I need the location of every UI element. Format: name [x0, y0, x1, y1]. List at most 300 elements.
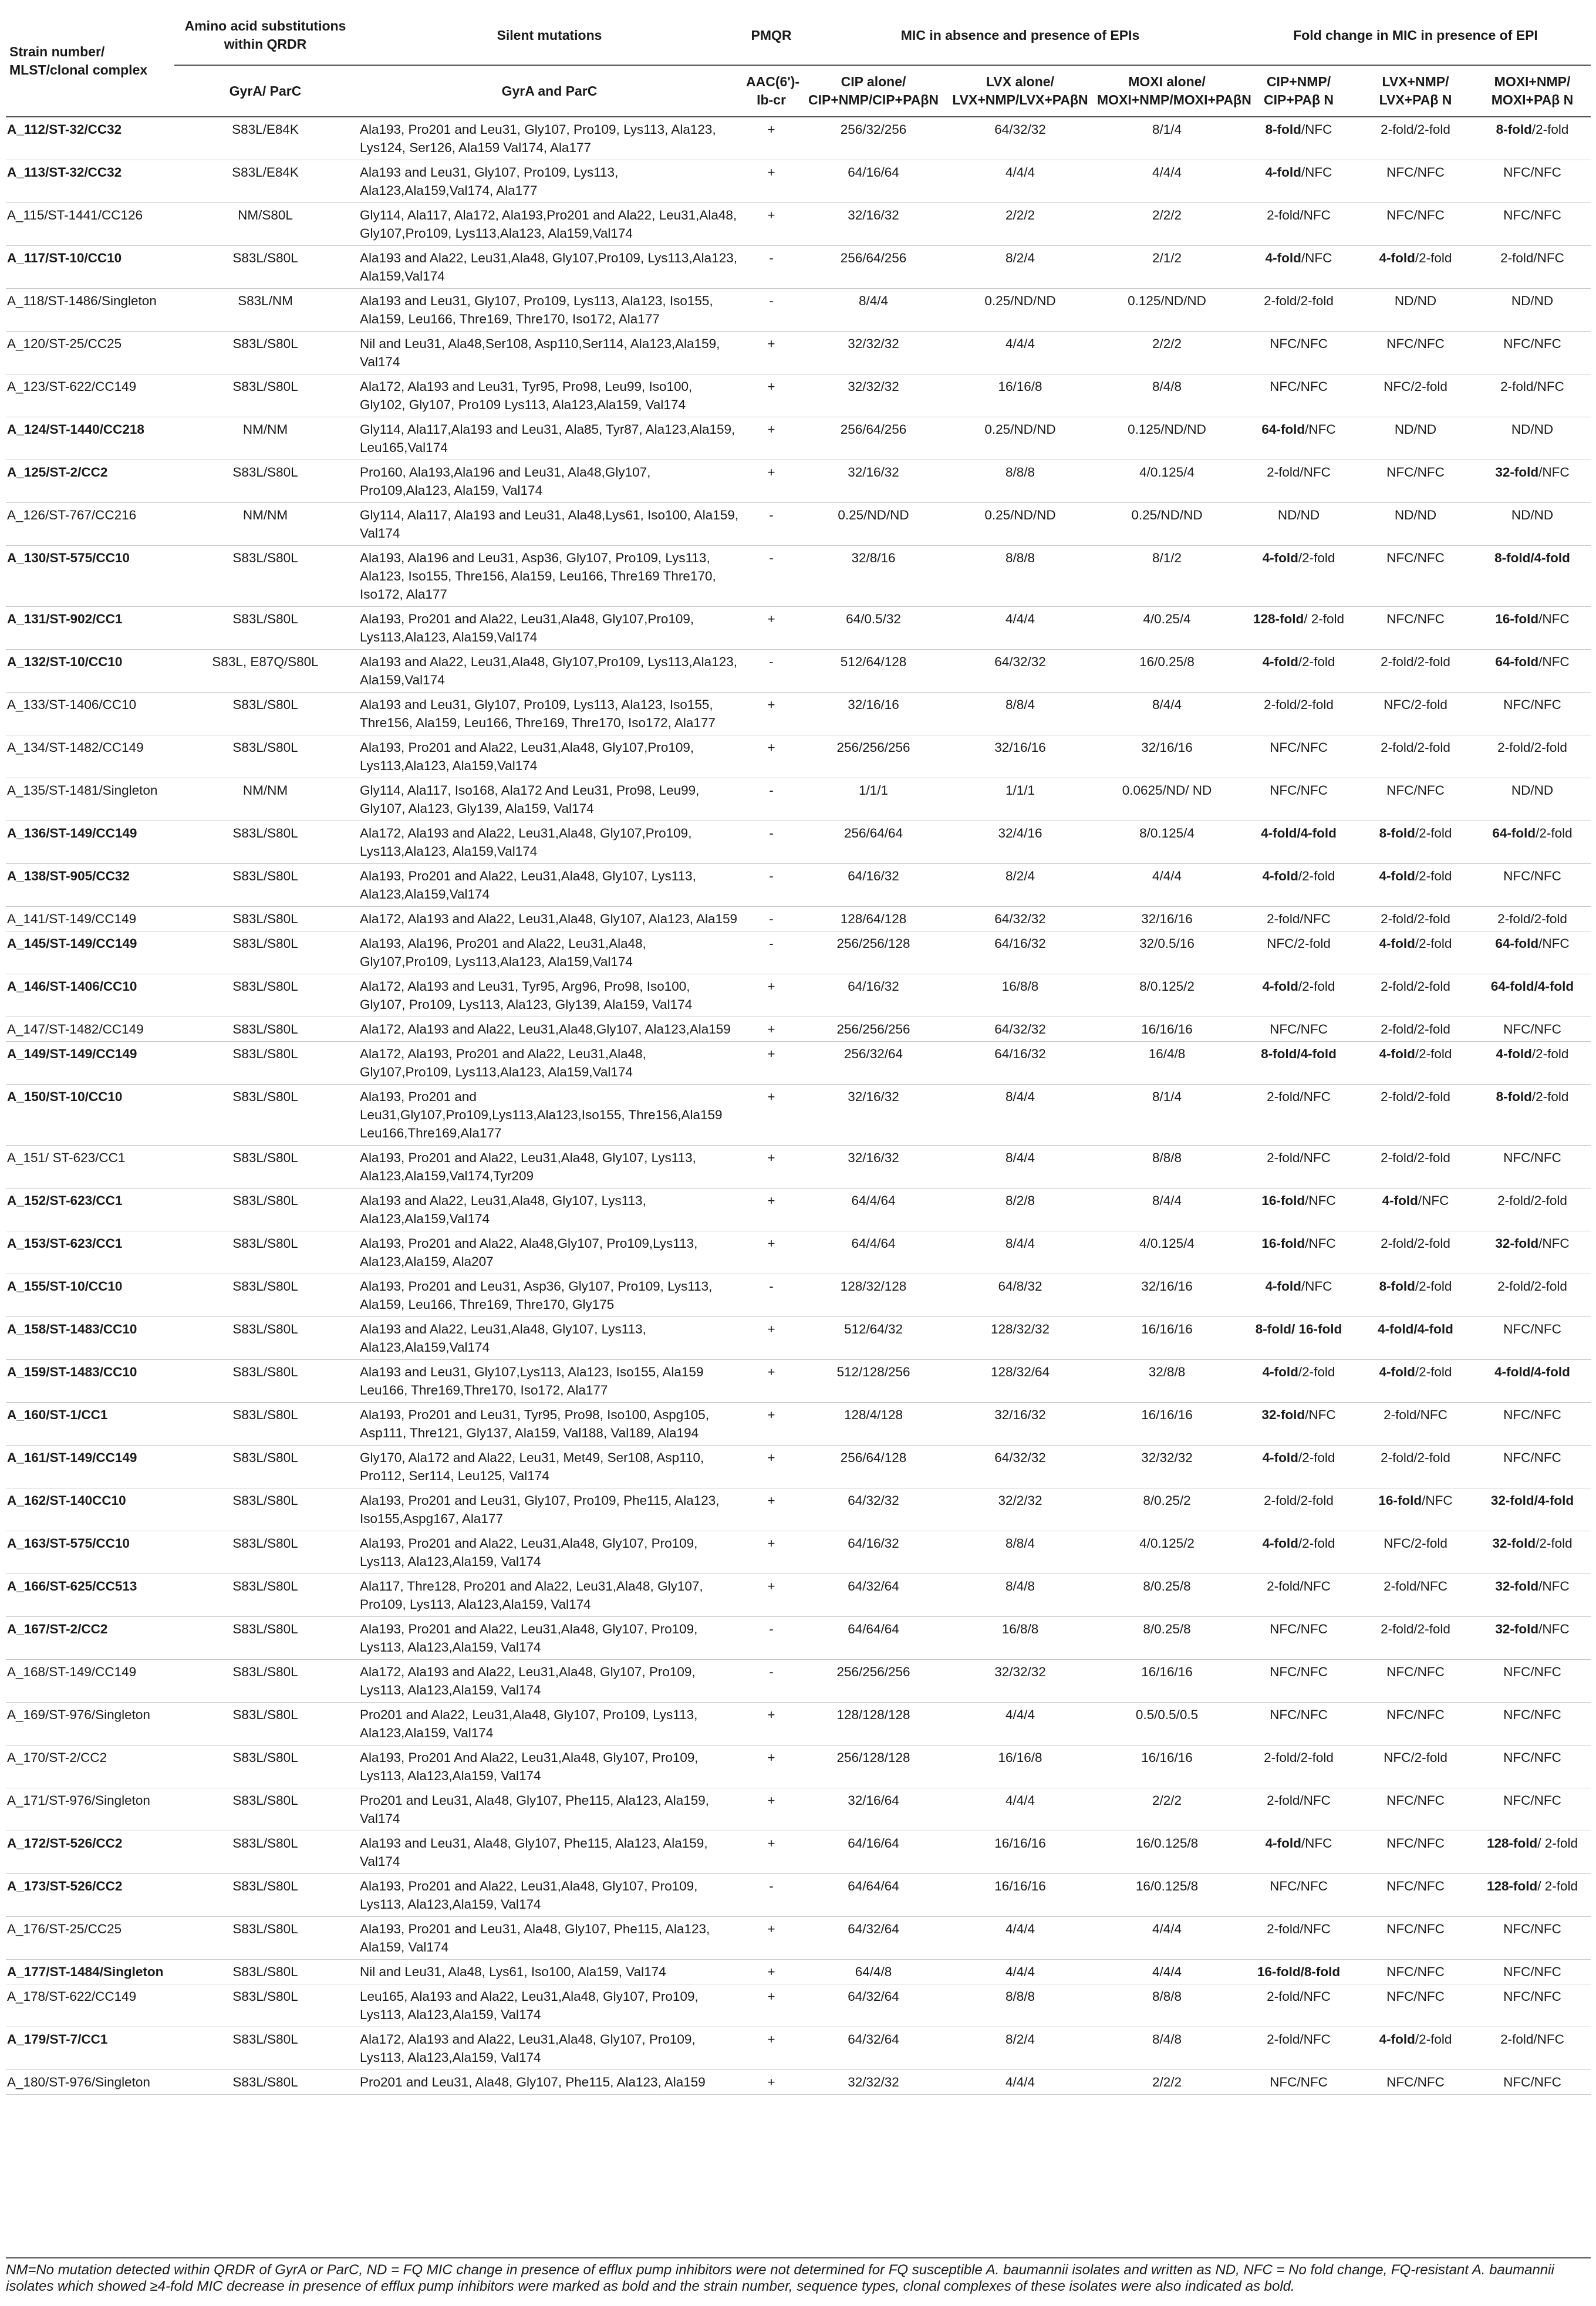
mic-moxi-cell: 2/2/2 — [1094, 2070, 1240, 2095]
silent-mutations-cell: Ala193, Pro201 and Ala22, Leu31,Ala48, Gly107, Pro109, Lys113, Ala123,Ala159, Val174 — [356, 1617, 743, 1660]
fold-moxi-cell — [1474, 289, 1591, 332]
mic-cip-cell: 64/32/64 — [800, 1574, 947, 1617]
fold-lvx-cell — [1357, 607, 1474, 650]
fold-lvx-cell — [1357, 546, 1474, 607]
header-fold-moxi: MOXI+NMP/ MOXI+PAβ N — [1474, 65, 1591, 117]
mic-cip-cell: 32/8/16 — [800, 546, 947, 607]
pmqr-cell: + — [743, 117, 800, 160]
fold-moxi-cell — [1474, 332, 1591, 374]
silent-mutations-cell: Ala193, Pro201 and Ala22, Leu31,Ala48, Gly107, Lys113, Ala123,Ala159,Val174 — [356, 864, 743, 907]
mic-moxi-cell: 2/2/2 — [1094, 332, 1240, 374]
fold-cip-cell — [1240, 864, 1357, 907]
silent-mutations-cell: Ala172, Ala193 and Ala22, Leu31,Ala48,Gly107, Ala123,Ala159 — [356, 1017, 743, 1042]
header-qrdr-group: Amino acid substitutions within QRDR — [174, 6, 356, 65]
mic-moxi-cell: 16/0.125/8 — [1094, 1874, 1240, 1917]
fold-cip-cell — [1240, 1917, 1357, 1960]
fold-cip-cell — [1240, 1745, 1357, 1788]
mic-cip-cell: 1/1/1 — [800, 778, 947, 821]
fold-bold-part: 4-fold — [1379, 2032, 1415, 2047]
mic-cip-cell: 32/16/64 — [800, 1788, 947, 1831]
fold-moxi-cell — [1474, 864, 1591, 907]
fold-regular-part: NFC/NFC — [1386, 1964, 1445, 1979]
pmqr-cell: + — [743, 1403, 800, 1446]
qrdr-cell: S83L/S80L — [174, 246, 356, 289]
strain-cell: A_124/ST-1440/CC218 — [6, 417, 174, 460]
fold-bold-part: 8-fold — [1496, 1089, 1532, 1104]
fold-regular-part: /2-fold — [1531, 1046, 1569, 1061]
silent-mutations-cell: Gly114, Ala117, Ala172, Ala193,Pro201 and Ala22, Leu31,Ala48, Gly107,Pro109, Lys113,Ala123, Ala159,Val174 — [356, 203, 743, 246]
fold-bold-part: 16-fold — [1495, 612, 1539, 626]
fold-lvx-cell — [1357, 1085, 1474, 1146]
silent-mutations-cell: Ala193, Pro201 and Ala22, Leu31,Ala48, Gly107, Pro109, Lys113, Ala123,Ala159, Val174 — [356, 1874, 743, 1917]
fold-regular-part: 2-fold/2-fold — [1497, 1279, 1567, 1294]
table-row — [6, 735, 1591, 778]
mic-cip-cell: 256/256/256 — [800, 735, 947, 778]
fold-regular-part: /2-fold — [1298, 551, 1335, 565]
mic-lvx-cell: 32/4/16 — [947, 821, 1094, 864]
fold-regular-part: ND/ND — [1511, 293, 1554, 308]
fold-cip-cell — [1240, 821, 1357, 864]
fold-regular-part: NFC/NFC — [1386, 336, 1445, 351]
header-fold-group: Fold change in MIC in presence of EPI — [1240, 6, 1591, 65]
fold-regular-part: /NFC — [1301, 165, 1332, 180]
mic-lvx-cell: 64/16/32 — [947, 931, 1094, 974]
fold-regular-part: /2-fold — [1531, 122, 1569, 137]
mic-moxi-cell: 2/1/2 — [1094, 246, 1240, 289]
qrdr-cell: S83L/S80L — [174, 1446, 356, 1488]
strain-cell: A_115/ST-1441/CC126 — [6, 203, 174, 246]
pmqr-cell: - — [743, 864, 800, 907]
mic-lvx-cell: 4/4/4 — [947, 1703, 1094, 1745]
strain-cell: A_179/ST-7/CC1 — [6, 2027, 174, 2070]
strain-cell: A_117/ST-10/CC10 — [6, 246, 174, 289]
mic-cip-cell: 256/32/256 — [800, 117, 947, 160]
fold-bold-part: 4-fold — [1265, 1279, 1301, 1294]
fold-lvx-cell — [1357, 1617, 1474, 1660]
silent-mutations-cell: Leu165, Ala193 and Ala22, Leu31,Ala48, Gly107, Pro109, Lys113, Ala123,Ala159, Val174 — [356, 1984, 743, 2027]
table-row — [6, 1189, 1591, 1231]
fold-regular-part: 2-fold/2-fold — [1381, 1022, 1450, 1036]
mic-moxi-cell: 2/2/2 — [1094, 1788, 1240, 1831]
table-row — [6, 203, 1591, 246]
fold-lvx-cell — [1357, 1403, 1474, 1446]
mic-moxi-cell: 8/4/8 — [1094, 374, 1240, 417]
pmqr-cell: - — [743, 246, 800, 289]
silent-mutations-cell: Ala193, Pro201 and Ala22, Leu31,Ala48, Gly107, Pro109, Lys113, Ala123,Ala159, Val174 — [356, 1531, 743, 1574]
qrdr-cell: S83L/S80L — [174, 821, 356, 864]
fold-lvx-cell — [1357, 931, 1474, 974]
strain-cell: A_131/ST-902/CC1 — [6, 607, 174, 650]
fold-regular-part: NFC/NFC — [1386, 1793, 1445, 1808]
mic-lvx-cell: 8/8/8 — [947, 460, 1094, 503]
fold-bold-part: 8-fold — [1265, 122, 1301, 137]
fold-regular-part: NFC/NFC — [1386, 1707, 1445, 1722]
fold-lvx-cell — [1357, 203, 1474, 246]
mic-lvx-cell: 8/4/4 — [947, 1146, 1094, 1189]
pmqr-cell: - — [743, 1660, 800, 1703]
mic-cip-cell: 256/256/256 — [800, 1660, 947, 1703]
qrdr-cell: S83L/S80L — [174, 1617, 356, 1660]
fold-bold-part: 4-fold — [1496, 1046, 1532, 1061]
fold-regular-part: 2-fold/NFC — [1267, 2032, 1331, 2047]
fold-bold-part: 4-fold/4-fold — [1378, 1322, 1453, 1336]
pmqr-cell: + — [743, 1231, 800, 1274]
fold-lvx-cell — [1357, 1574, 1474, 1617]
mic-moxi-cell: 8/1/2 — [1094, 546, 1240, 607]
fold-regular-part: NFC/NFC — [1270, 783, 1328, 798]
qrdr-cell: S83L/S80L — [174, 693, 356, 735]
fold-regular-part: /2-fold — [1298, 654, 1335, 669]
table-row — [6, 1017, 1591, 1042]
fold-regular-part: NFC/2-fold — [1384, 1536, 1447, 1551]
fold-regular-part: /2-fold — [1531, 1089, 1569, 1104]
fold-cip-cell — [1240, 374, 1357, 417]
mic-moxi-cell: 2/2/2 — [1094, 203, 1240, 246]
qrdr-cell: S83L/S80L — [174, 1831, 356, 1874]
mic-lvx-cell: 128/32/64 — [947, 1360, 1094, 1403]
mic-cip-cell: 64/16/64 — [800, 160, 947, 203]
pmqr-cell: + — [743, 2070, 800, 2095]
fold-cip-cell — [1240, 1788, 1357, 1831]
header-silent-group: Silent mutations — [356, 6, 743, 65]
fold-moxi-cell — [1474, 821, 1591, 864]
table-row — [6, 1360, 1591, 1403]
table-row — [6, 1146, 1591, 1189]
fold-lvx-cell — [1357, 1917, 1474, 1960]
mic-cip-cell: 64/16/32 — [800, 1531, 947, 1574]
table-row — [6, 332, 1591, 374]
fold-regular-part: / 2-fold — [1537, 1879, 1578, 1893]
fold-regular-part: NFC/NFC — [1503, 1450, 1561, 1465]
header-mic-lvx: LVX alone/ LVX+NMP/LVX+PAβN — [947, 65, 1094, 117]
silent-mutations-cell: Ala193, Pro201 and Ala22, Leu31,Ala48, Gly107,Pro109, Lys113,Ala123, Ala159,Val174 — [356, 735, 743, 778]
fold-regular-part: NFC/NFC — [1270, 1022, 1328, 1036]
fold-regular-part: NFC/NFC — [1386, 208, 1445, 222]
pmqr-cell: - — [743, 907, 800, 931]
strain-cell: A_125/ST-2/CC2 — [6, 460, 174, 503]
mic-moxi-cell: 32/16/16 — [1094, 1274, 1240, 1317]
fold-cip-cell — [1240, 2027, 1357, 2070]
qrdr-cell: NM/S80L — [174, 203, 356, 246]
table-row — [6, 417, 1591, 460]
table-row — [6, 1274, 1591, 1317]
mic-lvx-cell: 0.25/ND/ND — [947, 289, 1094, 332]
fold-regular-part: /2-fold — [1298, 1365, 1335, 1379]
mic-moxi-cell: 4/0.125/4 — [1094, 1231, 1240, 1274]
pmqr-cell: - — [743, 503, 800, 546]
mic-cip-cell: 512/64/128 — [800, 650, 947, 693]
fold-moxi-cell — [1474, 650, 1591, 693]
table-row — [6, 1960, 1591, 1984]
fold-bold-part: 8-fold/4-fold — [1494, 551, 1570, 565]
fold-regular-part: NFC/NFC — [1503, 1150, 1561, 1165]
qrdr-cell: S83L/S80L — [174, 1788, 356, 1831]
fold-regular-part: 2-fold/2-fold — [1497, 1193, 1567, 1208]
fold-regular-part: 2-fold/NFC — [1267, 1150, 1331, 1165]
fold-lvx-cell — [1357, 693, 1474, 735]
mic-lvx-cell: 4/4/4 — [947, 1917, 1094, 1960]
fold-regular-part: NFC/NFC — [1503, 2075, 1561, 2089]
fold-bold-part: 64-fold — [1495, 936, 1539, 951]
fold-regular-part: NFC/NFC — [1386, 465, 1445, 480]
strain-cell: A_158/ST-1483/CC10 — [6, 1317, 174, 1360]
mic-moxi-cell: 4/4/4 — [1094, 160, 1240, 203]
mic-lvx-cell: 16/16/8 — [947, 374, 1094, 417]
qrdr-cell: S83L/S80L — [174, 1488, 356, 1531]
fold-regular-part: ND/ND — [1277, 508, 1320, 522]
strain-cell: A_180/ST-976/Singleton — [6, 2070, 174, 2095]
mic-cip-cell: 64/32/64 — [800, 1917, 947, 1960]
table-row — [6, 117, 1591, 160]
table-row — [6, 1085, 1591, 1146]
fold-regular-part: NFC/NFC — [1503, 869, 1561, 883]
header-mic-moxi: MOXI alone/ MOXI+NMP/MOXI+PAβN — [1094, 65, 1240, 117]
mic-lvx-cell: 64/32/32 — [947, 1017, 1094, 1042]
mic-moxi-cell: 16/0.125/8 — [1094, 1831, 1240, 1874]
fold-regular-part: /NFC — [1538, 612, 1570, 626]
mic-lvx-cell: 1/1/1 — [947, 778, 1094, 821]
mic-moxi-cell: 16/16/16 — [1094, 1403, 1240, 1446]
table-row — [6, 1831, 1591, 1874]
qrdr-cell: S83L/E84K — [174, 117, 356, 160]
mic-lvx-cell: 64/32/32 — [947, 1446, 1094, 1488]
fold-moxi-cell — [1474, 2070, 1591, 2095]
table-row — [6, 778, 1591, 821]
fold-lvx-cell — [1357, 503, 1474, 546]
fold-bold-part: 64-fold — [1495, 654, 1539, 669]
fold-regular-part: NFC/NFC — [1270, 1622, 1328, 1636]
fold-lvx-cell — [1357, 332, 1474, 374]
strain-cell: A_126/ST-767/CC216 — [6, 503, 174, 546]
silent-mutations-cell: Ala172, Ala193 and Leu31, Tyr95, Pro98, Leu99, Iso100, Gly102, Gly107, Pro109 Lys113, Ala123,Ala159, Val174 — [356, 374, 743, 417]
fold-lvx-cell — [1357, 1360, 1474, 1403]
fold-cip-cell — [1240, 1984, 1357, 2027]
silent-mutations-cell: Ala193 and Ala22, Leu31,Ala48, Gly107, Lys113, Ala123,Ala159,Val174 — [356, 1189, 743, 1231]
fold-moxi-cell — [1474, 907, 1591, 931]
mic-lvx-cell: 8/2/4 — [947, 2027, 1094, 2070]
fold-regular-part: NFC/NFC — [1386, 612, 1445, 626]
fold-regular-part: 2-fold/NFC — [1267, 1922, 1331, 1936]
mic-lvx-cell: 4/4/4 — [947, 607, 1094, 650]
fold-regular-part: NFC/NFC — [1503, 1322, 1561, 1336]
qrdr-cell: S83L/S80L — [174, 1917, 356, 1960]
fold-lvx-cell — [1357, 2070, 1474, 2095]
silent-mutations-cell: Gly114, Ala117,Ala193 and Leu31, Ala85, Tyr87, Ala123,Ala159, Leu165,Val174 — [356, 417, 743, 460]
fold-regular-part: /NFC — [1301, 122, 1332, 137]
silent-mutations-cell: Ala193, Pro201 and Leu31, Gly107, Pro109, Phe115, Ala123, Iso155,Aspg167, Ala177 — [356, 1488, 743, 1531]
mic-lvx-cell: 8/2/4 — [947, 864, 1094, 907]
fold-bold-part: 4-fold — [1262, 1450, 1298, 1465]
mic-moxi-cell: 32/32/32 — [1094, 1446, 1240, 1488]
pmqr-cell: + — [743, 203, 800, 246]
strain-cell: A_118/ST-1486/Singleton — [6, 289, 174, 332]
strain-cell: A_113/ST-32/CC32 — [6, 160, 174, 203]
mic-cip-cell: 64/4/64 — [800, 1189, 947, 1231]
mic-cip-cell: 64/32/64 — [800, 2027, 947, 2070]
mic-cip-cell: 32/32/32 — [800, 2070, 947, 2095]
table-row — [6, 503, 1591, 546]
strain-cell: A_141/ST-149/CC149 — [6, 907, 174, 931]
silent-mutations-cell: Ala193, Pro201 and Leu31,Gly107,Pro109,Lys113,Ala123,Iso155, Thre156,Ala159 Leu166,Thre169,Ala177 — [356, 1085, 743, 1146]
table-row — [6, 931, 1591, 974]
table-row — [6, 246, 1591, 289]
mic-moxi-cell: 16/16/16 — [1094, 1017, 1240, 1042]
mic-cip-cell: 64/32/64 — [800, 1984, 947, 2027]
table-row — [6, 693, 1591, 735]
fold-regular-part: NFC/NFC — [1270, 379, 1328, 394]
fold-moxi-cell — [1474, 1317, 1591, 1360]
mic-moxi-cell: 8/4/4 — [1094, 693, 1240, 735]
fold-cip-cell — [1240, 974, 1357, 1017]
mic-moxi-cell: 4/4/4 — [1094, 1917, 1240, 1960]
fold-cip-cell — [1240, 931, 1357, 974]
fold-cip-cell — [1240, 1403, 1357, 1446]
fold-lvx-cell — [1357, 1274, 1474, 1317]
header-mic-group: MIC in absence and presence of EPIs — [800, 6, 1240, 65]
fold-regular-part: ND/ND — [1394, 293, 1437, 308]
header-qrdr-sub: GyrA/ ParC — [174, 65, 356, 117]
qrdr-cell: NM/NM — [174, 503, 356, 546]
pmqr-cell: - — [743, 931, 800, 974]
fold-moxi-cell — [1474, 1231, 1591, 1274]
fold-regular-part: /NFC — [1418, 1193, 1449, 1208]
silent-mutations-cell: Ala193, Pro201 and Leu31, Tyr95, Pro98, Iso100, Aspg105, Asp111, Thre121, Gly137, Ala159, Val188, Val189, Ala194 — [356, 1403, 743, 1446]
fold-regular-part: /NFC — [1538, 936, 1570, 951]
mic-lvx-cell: 64/16/32 — [947, 1042, 1094, 1085]
fold-bold-part: 64-fold — [1492, 826, 1536, 840]
table-row — [6, 1403, 1591, 1446]
mic-lvx-cell: 32/32/32 — [947, 1660, 1094, 1703]
fold-regular-part: NFC/NFC — [1503, 1664, 1561, 1679]
header-strain: Strain number/ MLST/clonal complex — [6, 6, 174, 117]
strain-cell: A_162/ST-140CC10 — [6, 1488, 174, 1531]
fold-cip-cell — [1240, 460, 1357, 503]
fold-cip-cell — [1240, 1231, 1357, 1274]
mic-lvx-cell: 64/32/32 — [947, 650, 1094, 693]
fold-regular-part: NFC/NFC — [1503, 1922, 1561, 1936]
pmqr-cell: + — [743, 1831, 800, 1874]
table-row — [6, 2027, 1591, 2070]
silent-mutations-cell: Ala193, Pro201 and Ala22, Leu31,Ala48, Gly107, Lys113, Ala123,Ala159,Val174,Tyr209 — [356, 1146, 743, 1189]
fold-regular-part: 2-fold/NFC — [1267, 208, 1331, 222]
mic-cip-cell: 64/4/8 — [800, 1960, 947, 1984]
fold-bold-part: 32-fold — [1492, 1536, 1536, 1551]
fold-moxi-cell — [1474, 1488, 1591, 1531]
mic-lvx-cell: 8/8/8 — [947, 546, 1094, 607]
strain-cell: A_173/ST-526/CC2 — [6, 1874, 174, 1917]
fold-bold-part: 16-fold/8-fold — [1257, 1964, 1341, 1979]
strain-cell: A_149/ST-149/CC149 — [6, 1042, 174, 1085]
fold-regular-part: NFC/NFC — [1270, 1707, 1328, 1722]
fold-moxi-cell — [1474, 778, 1591, 821]
fold-moxi-cell — [1474, 1446, 1591, 1488]
fold-regular-part: /2-fold — [1415, 1046, 1452, 1061]
mic-cip-cell: 256/64/64 — [800, 821, 947, 864]
mic-lvx-cell: 8/8/4 — [947, 693, 1094, 735]
fold-moxi-cell — [1474, 1017, 1591, 1042]
qrdr-cell: NM/NM — [174, 417, 356, 460]
mic-cip-cell: 32/16/32 — [800, 203, 947, 246]
mic-moxi-cell: 0.125/ND/ND — [1094, 289, 1240, 332]
strain-cell: A_123/ST-622/CC149 — [6, 374, 174, 417]
fold-regular-part: ND/ND — [1511, 508, 1554, 522]
fold-cip-cell — [1240, 289, 1357, 332]
pmqr-cell: - — [743, 1874, 800, 1917]
fold-regular-part: NFC/NFC — [1386, 1836, 1445, 1851]
qrdr-cell: S83L/S80L — [174, 907, 356, 931]
mic-cip-cell: 8/4/4 — [800, 289, 947, 332]
fold-moxi-cell — [1474, 1085, 1591, 1146]
pmqr-cell: + — [743, 1017, 800, 1042]
fold-cip-cell — [1240, 1085, 1357, 1146]
fold-cip-cell — [1240, 332, 1357, 374]
fold-moxi-cell — [1474, 2027, 1591, 2070]
table-row — [6, 607, 1591, 650]
fold-moxi-cell — [1474, 735, 1591, 778]
table-row — [6, 1231, 1591, 1274]
fold-lvx-cell — [1357, 864, 1474, 907]
pmqr-cell: - — [743, 289, 800, 332]
fold-bold-part: 64-fold — [1261, 422, 1305, 437]
fold-regular-part: /2-fold — [1298, 869, 1335, 883]
fold-moxi-cell — [1474, 546, 1591, 607]
strain-cell: A_146/ST-1406/CC10 — [6, 974, 174, 1017]
fold-regular-part: 2-fold/NFC — [1267, 1793, 1331, 1808]
fold-regular-part: /NFC — [1301, 1279, 1332, 1294]
mic-cip-cell: 128/32/128 — [800, 1274, 947, 1317]
mic-cip-cell: 32/32/32 — [800, 332, 947, 374]
fold-moxi-cell — [1474, 246, 1591, 289]
silent-mutations-cell: Ala193 and Ala22, Leu31,Ala48, Gly107,Pro109, Lys113,Ala123, Ala159,Val174 — [356, 650, 743, 693]
fold-lvx-cell — [1357, 1146, 1474, 1189]
fold-bold-part: 4-fold — [1262, 1365, 1298, 1379]
fold-bold-part: 8-fold — [1379, 1279, 1415, 1294]
fold-cip-cell — [1240, 1017, 1357, 1042]
silent-mutations-cell: Pro201 and Leu31, Ala48, Gly107, Phe115, Ala123, Ala159 — [356, 2070, 743, 2095]
fold-cip-cell — [1240, 1146, 1357, 1189]
mic-lvx-cell: 128/32/32 — [947, 1317, 1094, 1360]
qrdr-cell: S83L/S80L — [174, 546, 356, 607]
fold-regular-part: NFC/NFC — [1386, 2075, 1445, 2089]
strain-cell: A_161/ST-149/CC149 — [6, 1446, 174, 1488]
mic-lvx-cell: 32/2/32 — [947, 1488, 1094, 1531]
mic-cip-cell: 256/32/64 — [800, 1042, 947, 1085]
fold-regular-part: NFC/NFC — [1503, 1793, 1561, 1808]
mic-lvx-cell: 8/4/8 — [947, 1574, 1094, 1617]
table-header — [6, 6, 1591, 117]
pmqr-cell: + — [743, 1984, 800, 2027]
pmqr-cell: - — [743, 778, 800, 821]
fold-bold-part: 8-fold/ 16-fold — [1255, 1322, 1342, 1336]
qrdr-cell: S83L/S80L — [174, 1531, 356, 1574]
fold-regular-part: NFC/NFC — [1503, 697, 1561, 712]
fold-regular-part: 2-fold/NFC — [1267, 465, 1331, 480]
fold-regular-part: NFC/NFC — [1270, 1879, 1328, 1893]
fold-lvx-cell — [1357, 246, 1474, 289]
silent-mutations-cell: Ala193, Ala196, Pro201 and Ala22, Leu31,Ala48, Gly107,Pro109, Lys113,Ala123, Ala159,Val174 — [356, 931, 743, 974]
silent-mutations-cell: Ala172, Ala193 and Ala22, Leu31,Ala48, Gly107, Pro109, Lys113, Ala123,Ala159, Val174 — [356, 2027, 743, 2070]
mic-lvx-cell: 32/16/16 — [947, 735, 1094, 778]
fold-regular-part: NFC/NFC — [1386, 1664, 1445, 1679]
fold-regular-part: NFC/NFC — [1270, 1664, 1328, 1679]
fold-regular-part: 2-fold/NFC — [1500, 251, 1564, 265]
fold-lvx-cell — [1357, 735, 1474, 778]
qrdr-cell: S83L/S80L — [174, 460, 356, 503]
table-row — [6, 289, 1591, 332]
mic-moxi-cell: 0.5/0.5/0.5 — [1094, 1703, 1240, 1745]
fold-moxi-cell — [1474, 1189, 1591, 1231]
qrdr-cell: S83L/S80L — [174, 931, 356, 974]
